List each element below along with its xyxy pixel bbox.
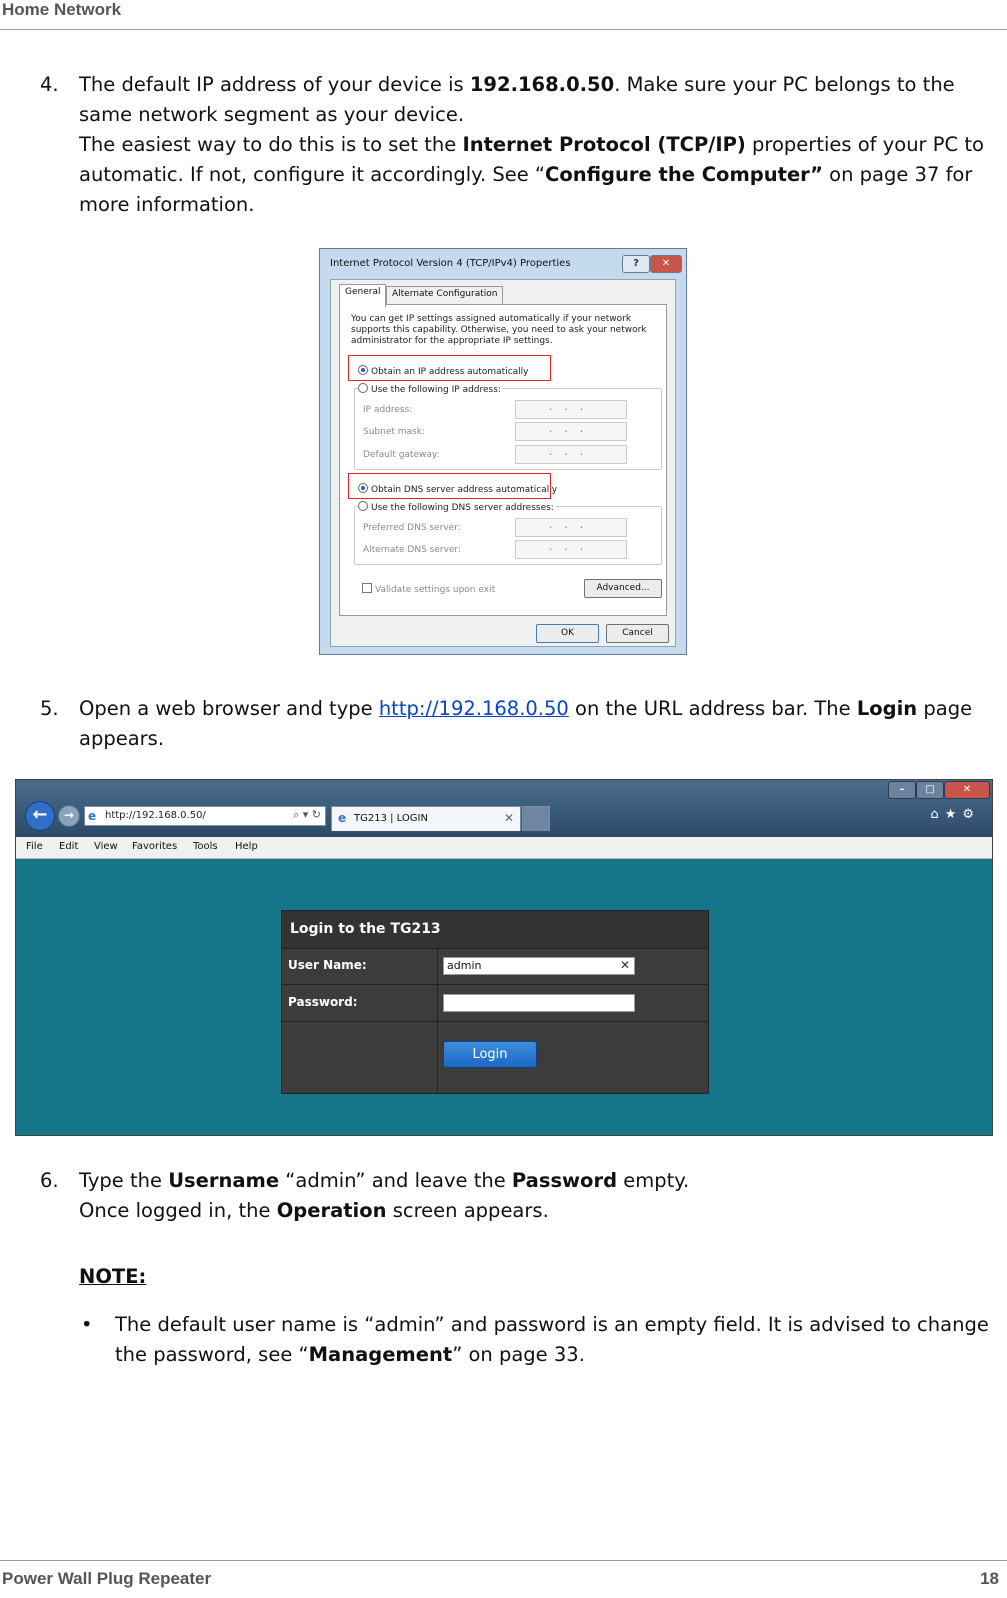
operation-text: Operation bbox=[276, 1199, 387, 1222]
ie-icon: e bbox=[338, 811, 347, 825]
new-tab-button[interactable] bbox=[522, 806, 550, 831]
back-button[interactable] bbox=[25, 801, 55, 831]
cancel-button[interactable]: Cancel bbox=[606, 624, 669, 643]
default-gateway-field[interactable]: ... bbox=[515, 445, 627, 464]
menu-view[interactable]: View bbox=[94, 841, 118, 852]
gear-icon[interactable]: ⚙ bbox=[962, 807, 980, 822]
note-heading: NOTE: bbox=[79, 1265, 147, 1288]
menu-tools[interactable]: Tools bbox=[193, 841, 218, 852]
ok-button[interactable]: OK bbox=[536, 624, 599, 643]
alternate-dns-label: Alternate DNS server: bbox=[363, 545, 462, 555]
search-refresh-icon[interactable]: ⌕ ▾ ↻ bbox=[293, 808, 321, 821]
home-icon[interactable]: ⌂ bbox=[930, 807, 945, 822]
step-text bbox=[79, 1166, 1004, 1226]
menu-favorites[interactable]: Favorites bbox=[132, 841, 178, 852]
text: empty. bbox=[617, 1169, 690, 1192]
text: on page 37 for more information. bbox=[79, 163, 973, 216]
alternate-dns-field[interactable]: ... bbox=[515, 540, 627, 559]
login-title: Login to the TG213 bbox=[290, 921, 441, 937]
option-label: Obtain an IP address automatically bbox=[371, 367, 529, 377]
username-label: User Name: bbox=[288, 958, 367, 972]
address-bar[interactable] bbox=[84, 806, 326, 826]
help-button[interactable]: ? bbox=[622, 255, 650, 273]
ip-address-text: 192.168.0.50 bbox=[469, 73, 615, 96]
text: Open a web browser and type bbox=[79, 697, 379, 720]
ip-address-label: IP address: bbox=[363, 405, 413, 415]
text: Once logged in, the bbox=[79, 1199, 277, 1222]
ip-address-field[interactable]: ... bbox=[515, 400, 627, 419]
text: . Make sure your PC belongs to the same network segment as your device. bbox=[79, 73, 955, 126]
text: The easiest way to do this is to set the bbox=[79, 133, 463, 156]
general-panel bbox=[339, 304, 667, 616]
text: page appears. bbox=[79, 697, 973, 750]
highlight-box bbox=[348, 355, 551, 381]
step-number: 4. bbox=[40, 73, 59, 96]
step-number: 6. bbox=[40, 1169, 59, 1192]
menu-edit[interactable]: Edit bbox=[59, 841, 79, 852]
username-value: admin bbox=[447, 959, 482, 972]
checkbox-icon bbox=[362, 583, 372, 593]
url-text: http://192.168.0.50/ bbox=[105, 810, 206, 821]
login-panel bbox=[281, 910, 709, 1094]
arrow-right-icon: → bbox=[63, 808, 75, 822]
url-link[interactable]: http://192.168.0.50 bbox=[378, 697, 569, 720]
radio-icon bbox=[358, 383, 368, 393]
bullet-icon: • bbox=[81, 1313, 93, 1336]
option-label: Use the following DNS server addresses: bbox=[371, 503, 554, 513]
ie-icon: e bbox=[88, 809, 97, 823]
header-title: Home Network bbox=[2, 0, 122, 19]
dialog-body bbox=[330, 279, 676, 647]
preferred-dns-label: Preferred DNS server: bbox=[363, 523, 461, 533]
text: screen appears. bbox=[386, 1199, 549, 1222]
login-header bbox=[282, 911, 708, 949]
menu-help[interactable]: Help bbox=[235, 841, 258, 852]
tab-general[interactable]: General bbox=[339, 284, 386, 307]
reference-text: Configure the Computer” bbox=[545, 163, 823, 186]
text: ” on page 33. bbox=[452, 1343, 585, 1366]
preferred-dns-field[interactable]: ... bbox=[515, 518, 627, 537]
text: The default IP address of your device is bbox=[79, 73, 470, 96]
step-number: 5. bbox=[40, 697, 59, 720]
text: on the URL address bar. The bbox=[568, 697, 857, 720]
subnet-mask-field[interactable]: ... bbox=[515, 422, 627, 441]
step-text bbox=[79, 70, 1004, 220]
dialog-title: Internet Protocol Version 4 (TCP/IPv4) Properties bbox=[330, 258, 571, 269]
highlight-box bbox=[348, 473, 551, 499]
footer-title: Power Wall Plug Repeater bbox=[2, 1569, 212, 1588]
use-dns-option[interactable] bbox=[358, 501, 556, 514]
option-label: Use the following IP address: bbox=[371, 385, 501, 395]
menu-bar bbox=[16, 837, 992, 859]
text: Type the bbox=[79, 1169, 169, 1192]
tcpip-properties-dialog bbox=[319, 248, 687, 655]
star-icon[interactable]: ★ bbox=[944, 807, 963, 822]
password-input[interactable] bbox=[443, 994, 635, 1012]
close-button[interactable]: ✕ bbox=[650, 255, 682, 273]
maximize-icon[interactable]: □ bbox=[916, 781, 944, 799]
browser-chrome bbox=[16, 780, 992, 837]
reference-text: Management bbox=[308, 1343, 453, 1366]
browser-window bbox=[15, 779, 993, 1136]
page-header bbox=[0, 0, 1007, 30]
tab-title: TG213 | LOGIN bbox=[354, 813, 428, 824]
menu-file[interactable]: File bbox=[26, 841, 43, 852]
protocol-text: Internet Protocol (TCP/IP) bbox=[462, 133, 746, 156]
advanced-button[interactable]: Advanced... bbox=[584, 579, 662, 598]
password-text: Password bbox=[511, 1169, 618, 1192]
login-button[interactable]: Login bbox=[443, 1041, 537, 1068]
username-input[interactable] bbox=[443, 957, 635, 975]
page-number: 18 bbox=[980, 1569, 999, 1588]
clear-icon[interactable]: ✕ bbox=[619, 958, 630, 972]
browser-tab[interactable] bbox=[331, 806, 521, 831]
close-window-icon[interactable]: ✕ bbox=[944, 781, 990, 799]
minimize-icon[interactable]: – bbox=[888, 781, 916, 799]
validate-checkbox[interactable] bbox=[362, 583, 495, 596]
toolbar-icons bbox=[930, 807, 980, 822]
close-tab-icon[interactable]: ✕ bbox=[503, 811, 514, 825]
intro-text: You can get IP settings assigned automatically if your network supports this capability. Otherwise, you need to ask your network administrator for the appropriate IP settings. bbox=[351, 314, 647, 346]
username-text: Username bbox=[168, 1169, 280, 1192]
bullet-text bbox=[115, 1310, 995, 1370]
step-text bbox=[79, 694, 1004, 754]
radio-icon bbox=[358, 501, 368, 511]
page-footer bbox=[0, 1560, 1007, 1598]
checkbox-label: Validate settings upon exit bbox=[375, 585, 496, 595]
default-gateway-label: Default gateway: bbox=[363, 450, 440, 460]
text: properties of your PC to automatic. If not, configure it accordingly. See “ bbox=[79, 133, 984, 186]
password-label: Password: bbox=[288, 995, 358, 1009]
use-ip-option[interactable] bbox=[358, 383, 503, 396]
text: The default user name is “admin” and password is an empty field. It is advised to change the password, see “ bbox=[115, 1313, 989, 1366]
arrow-left-icon: ← bbox=[32, 804, 48, 825]
column-divider bbox=[437, 948, 438, 1093]
text: “admin” and leave the bbox=[279, 1169, 512, 1192]
tab-alternate-configuration[interactable]: Alternate Configuration bbox=[386, 286, 503, 306]
forward-button[interactable] bbox=[58, 805, 80, 827]
subnet-mask-label: Subnet mask: bbox=[363, 427, 425, 437]
login-text: Login bbox=[856, 697, 918, 720]
option-label: Obtain DNS server address automatically bbox=[371, 485, 558, 495]
